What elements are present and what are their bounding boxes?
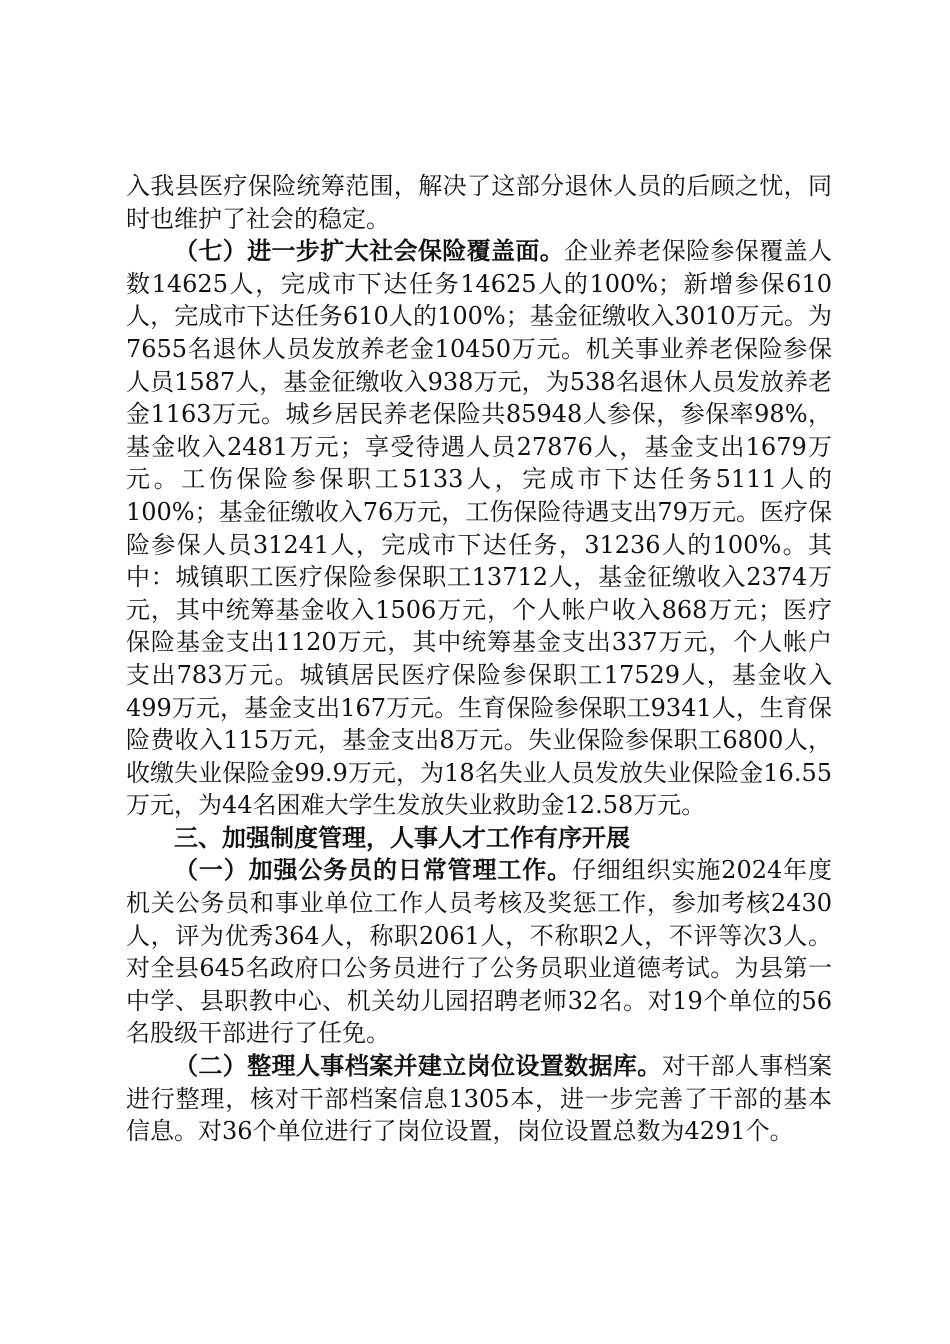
section-heading-2: （二）整理人事档案并建立岗位设置数据库。 [174,1052,662,1081]
paragraph-personnel-archives [126,1050,832,1148]
paragraph-continuation [126,170,832,235]
paragraph-social-insurance [126,235,832,822]
paragraph-text: 企业养老保险参保覆盖人数14625人，完成市下达任务14625人的100%；新增参保610人，完成市下达任务610人的100%；基金征缴收入3010万元。为7655名退休人员发放养老金10450万元。机关事业养老保险参保人员1587人，基金征缴收入938万元，为538名退休人员发放养老金1163万元。城乡居民养老保险共85948人参保，参保率98%，基金收入2481万元；享受待遇人员27876人，基金支出1679万元。工伤保险参保职工5133人，完成市下达任务5111人的100%；基金征缴收入76万元，工伤保险待遇支出79万元。医疗保险参保人员31241人，完成市下达任务，31236人的100%。其中：城镇职工医疗保险参保职工13712人，基金征缴收入2374万元，其中统筹基金收入1506万元，个人帐户收入868万元；医疗保险基金支出1120万元，其中统筹基金支出337万元，个人帐户支出783万元。城镇居民医疗保险参保职工17529人，基金收入499万元，基金支出167万元。生育保险参保职工9341人，生育保险费收入115万元，基金支出8万元。失业保险参保职工6800人，收缴失业保险金99.9万元，为18名失业人员发放失业保险金16.55万元，为44名困难大学生发放失业救助金12.58万元。 [126,237,833,820]
section-heading-7: （七）进一步扩大社会保险覆盖面。 [174,237,565,266]
paragraph-text: 仔细组织实施2024年度机关公务员和事业单位工作人员考核及奖惩工作，参加考核2430人，评为优秀364人，称职2061人，不称职2人，不评等次3人。对全县645名政府口公务员进行了公务员职业道德考试。为县第一中学、县职教中心、机关幼儿园招聘老师32名。对19个单位的56名股级干部进行了任免。 [126,856,833,1048]
paragraph-text: 对干部人事档案进行整理，核对干部档案信息1305本，进一步完善了干部的基本信息。对36个单位进行了岗位设置，岗位设置总数为4291个。 [126,1052,833,1146]
chapter-heading-3 [126,822,832,855]
document-body [126,170,832,1148]
paragraph-civil-servant [126,854,832,1050]
chapter-heading-text: 三、加强制度管理，人事人才工作有序开展 [174,823,630,852]
paragraph-text: 入我县医疗保险统筹范围，解决了这部分退休人员的后顾之忧，同时也维护了社会的稳定。 [126,172,832,233]
section-heading-1: （一）加强公务员的日常管理工作。 [174,856,572,885]
